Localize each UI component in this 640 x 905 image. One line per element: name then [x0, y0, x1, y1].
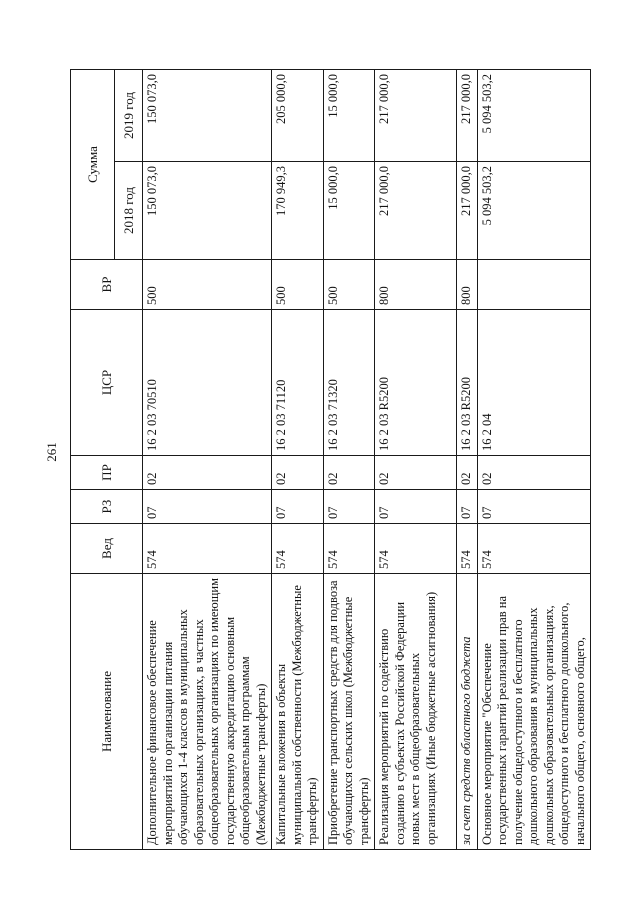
- cell-name: Реализация мероприятий по содействию созданию в субъектах Российской Федерации новых мест в общеобразовательных организациях (Иные бюджетные ассигнования): [375, 574, 457, 850]
- cell-name: Приобретение транспортных средств для подвоза обучающихся сельских школ (Межбюджетные трансферты): [323, 574, 375, 850]
- cell-pr: 02: [143, 456, 272, 490]
- header-vr: ВР: [71, 260, 143, 310]
- table-row: [323, 70, 375, 850]
- cell-ved: 574: [143, 524, 272, 574]
- cell-2018: 170 949,3: [272, 162, 324, 260]
- cell-csr: 16 2 03 70510: [143, 310, 272, 456]
- cell-2018: 150 073,0: [143, 162, 272, 260]
- cell-pr: 02: [272, 456, 324, 490]
- cell-csr: 16 2 03 R5200: [375, 310, 457, 456]
- cell-vr: 800: [375, 260, 457, 310]
- cell-vr: 500: [323, 260, 375, 310]
- cell-ved: 574: [272, 524, 324, 574]
- cell-name: Дополнительное финансовое обеспечение мероприятий по организации питания обучающихся 1-4 классов в муниципальных образовательных организациях, в частных общеобразовательных организациях по имеющим государственную аккредитацию основным общеобразовательным программам (Межбюджетные трансферты): [143, 574, 272, 850]
- cell-pr: 02: [323, 456, 375, 490]
- cell-ved: 574: [457, 524, 478, 574]
- cell-2019: 217 000,0: [457, 70, 478, 162]
- header-pr: ПР: [71, 456, 143, 490]
- cell-ved: 574: [477, 524, 591, 574]
- table-row: [375, 70, 457, 850]
- cell-rz: 07: [272, 490, 324, 524]
- cell-2018: 217 000,0: [375, 162, 457, 260]
- header-csr: ЦСР: [71, 310, 143, 456]
- cell-pr: 02: [477, 456, 591, 490]
- header-ved: Вед: [71, 524, 143, 574]
- cell-vr: 500: [272, 260, 324, 310]
- cell-vr: 800: [457, 260, 478, 310]
- cell-pr: 02: [375, 456, 457, 490]
- cell-2018: 5 094 503,2: [477, 162, 591, 260]
- cell-csr: 16 2 03 R5200: [457, 310, 478, 456]
- cell-rz: 07: [477, 490, 591, 524]
- page-number: 261: [44, 442, 59, 462]
- cell-ved: 574: [323, 524, 375, 574]
- table-row: [457, 70, 478, 850]
- header-2018: 2018 год: [115, 162, 143, 260]
- cell-2019: 5 094 503,2: [477, 70, 591, 162]
- cell-csr: 16 2 03 71320: [323, 310, 375, 456]
- cell-csr: 16 2 03 71120: [272, 310, 324, 456]
- cell-rz: 07: [375, 490, 457, 524]
- cell-name: Основное мероприятие "Обеспечение государственных гарантий реализации прав на получение общедоступного и бесплатного дошкольного образования в муниципальных дошкольных образовательных организациях, общедоступного и бесплатного дошкольного, начального общего, основного общего,: [477, 574, 591, 850]
- cell-csr: 16 2 04: [477, 310, 591, 456]
- cell-rz: 07: [457, 490, 478, 524]
- table-row: [143, 70, 272, 850]
- cell-2019: 205 000,0: [272, 70, 324, 162]
- header-2019: 2019 год: [115, 70, 143, 162]
- cell-2018: 15 000,0: [323, 162, 375, 260]
- cell-2018: 217 000,0: [457, 162, 478, 260]
- cell-pr: 02: [457, 456, 478, 490]
- cell-name: Капитальные вложения в объекты муниципальной собственности (Межбюджетные трансферты): [272, 574, 324, 850]
- budget-table: [70, 69, 591, 850]
- cell-rz: 07: [143, 490, 272, 524]
- header-sum: Сумма: [71, 70, 115, 260]
- cell-vr: [477, 260, 591, 310]
- cell-2019: 15 000,0: [323, 70, 375, 162]
- header-rz: РЗ: [71, 490, 143, 524]
- cell-ved: 574: [375, 524, 457, 574]
- cell-rz: 07: [323, 490, 375, 524]
- rotated-table-wrapper: [70, 70, 590, 850]
- cell-name: за счет средств областного бюджета: [457, 574, 478, 850]
- cell-vr: 500: [143, 260, 272, 310]
- table-row: [477, 70, 591, 850]
- cell-2019: 150 073,0: [143, 70, 272, 162]
- header-name: Наименование: [71, 574, 143, 850]
- cell-2019: 217 000,0: [375, 70, 457, 162]
- table-row: [272, 70, 324, 850]
